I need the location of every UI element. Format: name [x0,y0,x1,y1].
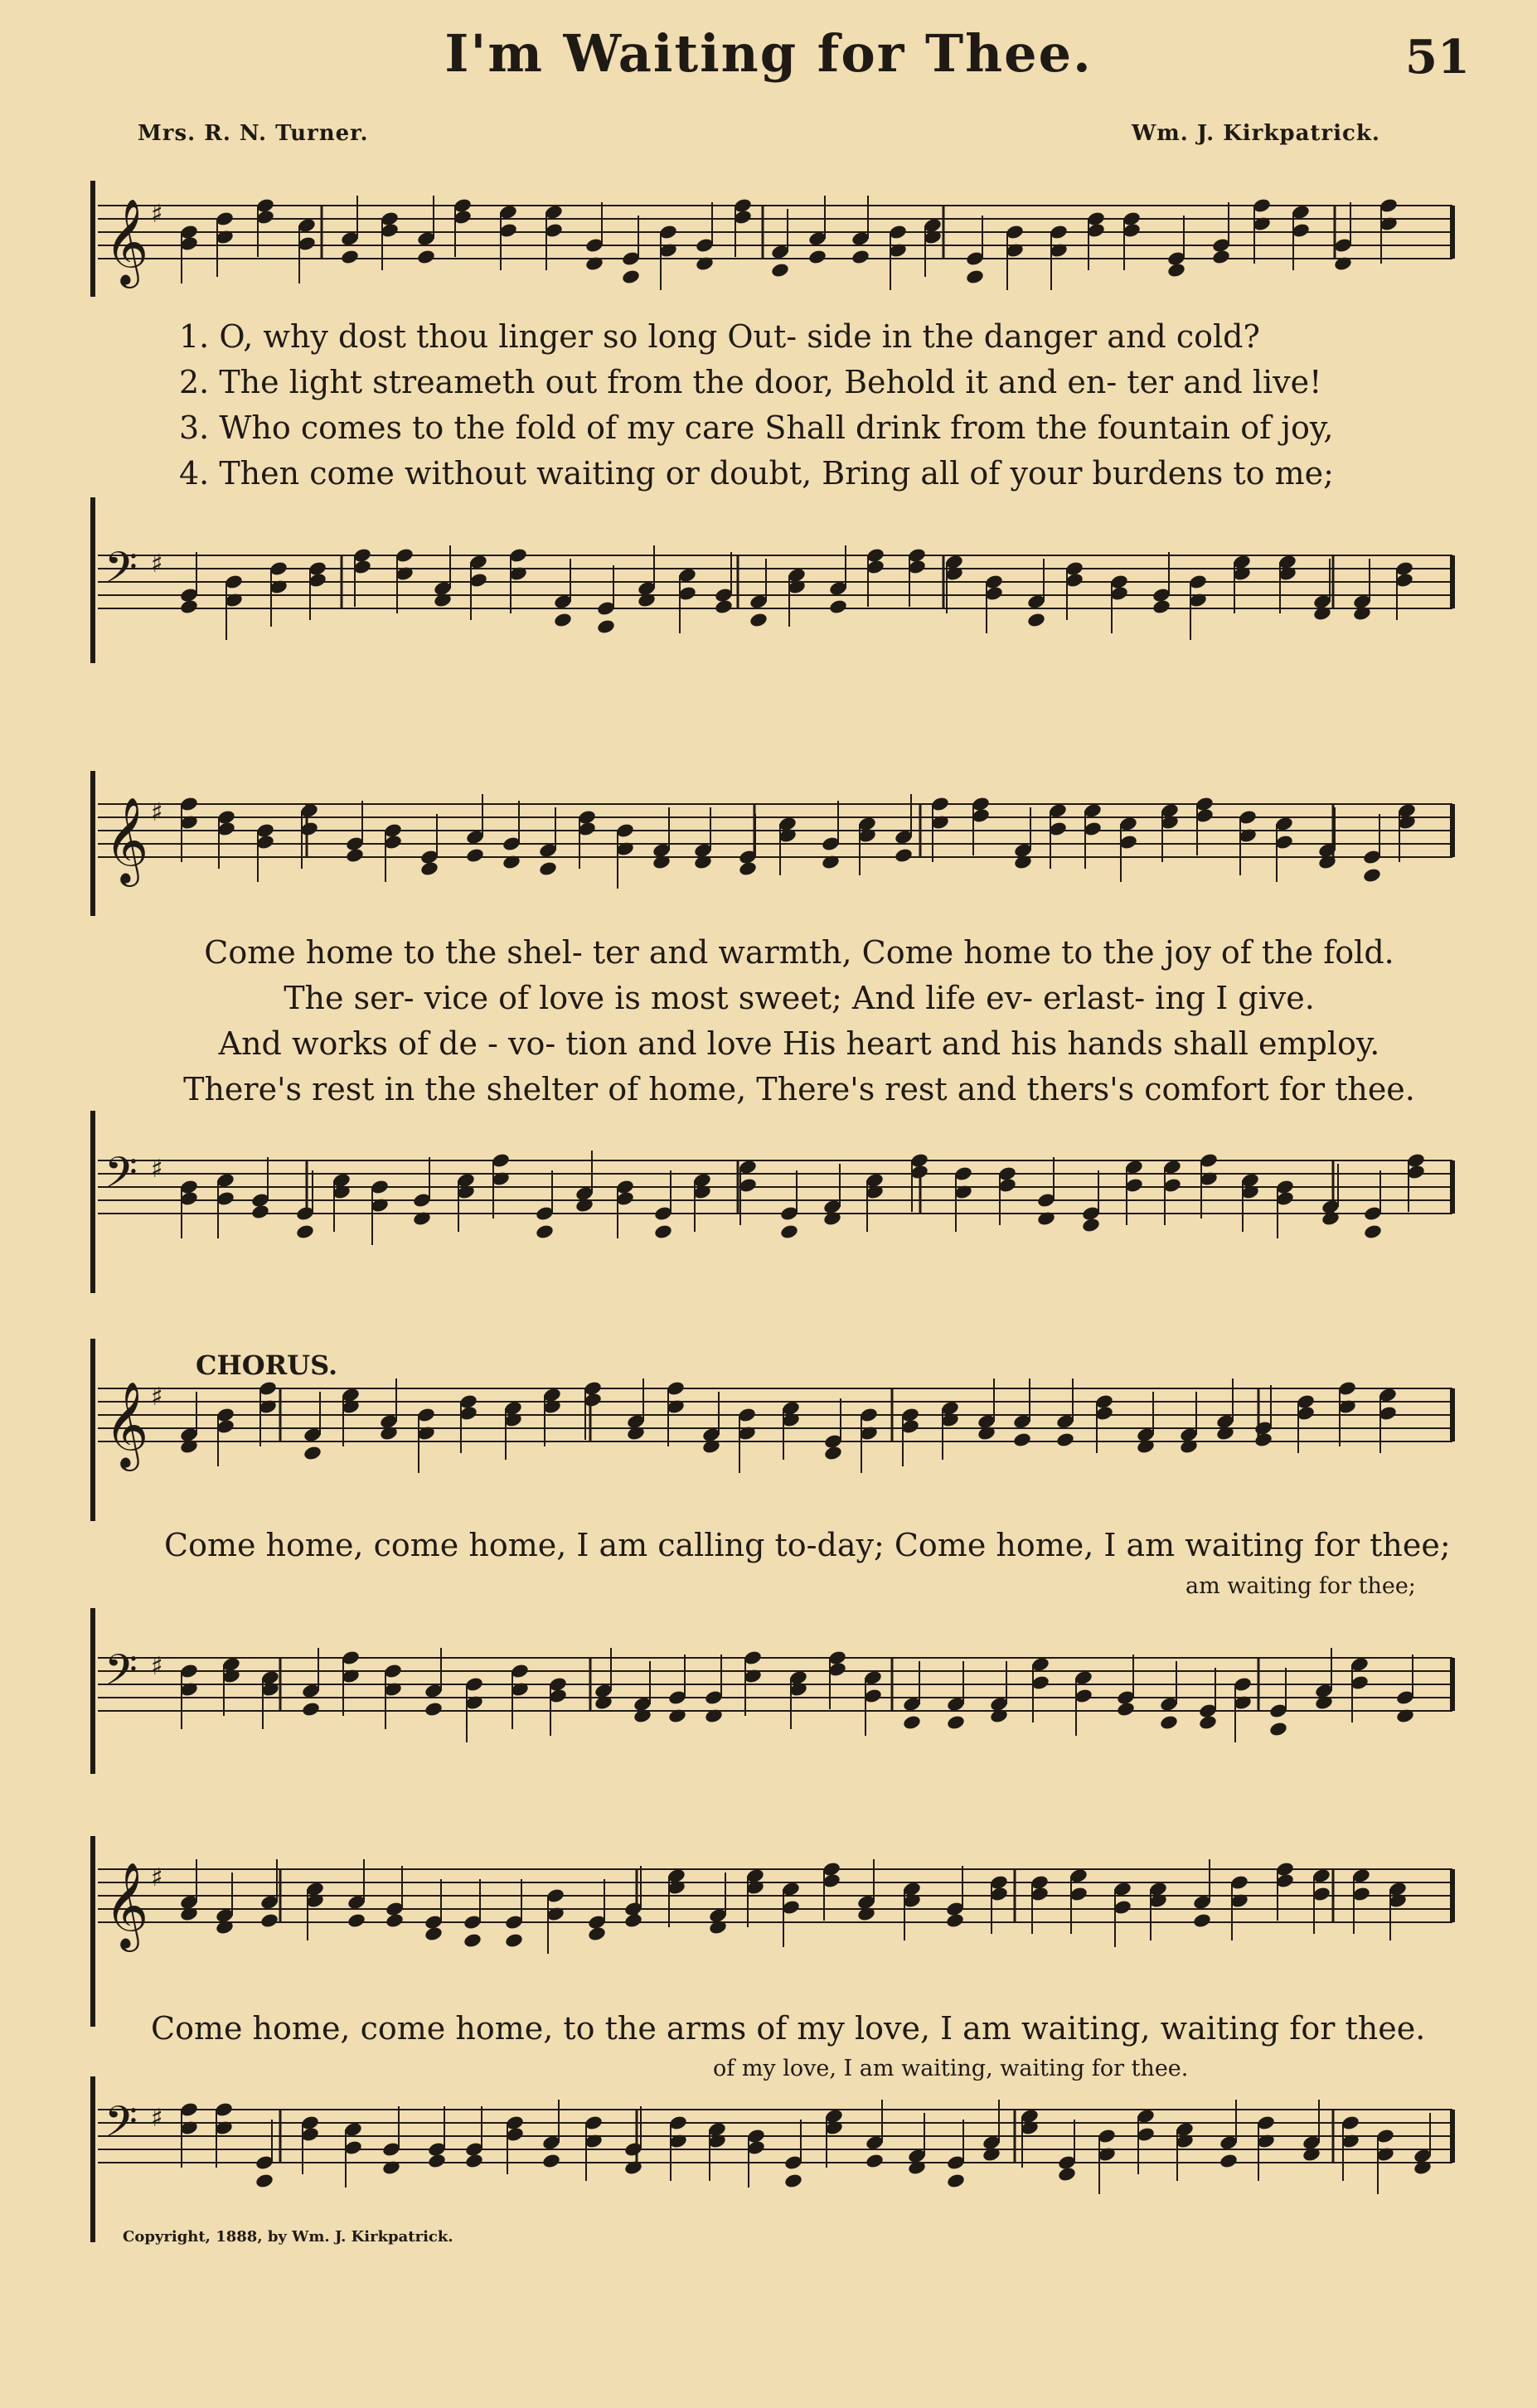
svg-text:♯: ♯ [151,2104,163,2133]
verse-3-line-2: And works of de - vo- tion and love His heart and his hands shall employ. [218,1025,1380,1062]
svg-text:𝄢: 𝄢 [104,542,138,603]
svg-text:♯: ♯ [151,798,163,827]
svg-text:♯: ♯ [151,1383,163,1412]
chorus-echo-1: am waiting for thee; [1185,1573,1416,1599]
svg-text:𝄢: 𝄢 [104,2096,138,2157]
verse-1-line-2: Come home to the shel- ter and warmth, Come home to the joy of the fold. [204,934,1394,971]
svg-text:♯: ♯ [151,200,163,229]
chorus-line-2: Come home, come home, to the arms of my love, I am waiting, waiting for thee. [151,2010,1426,2047]
svg-text:♯: ♯ [151,1652,163,1681]
composer-credit: Wm. J. Kirkpatrick. [1132,121,1380,146]
bass-staff-chorus-1 [0,1608,1537,1774]
svg-text:♯: ♯ [151,550,163,579]
verse-3-line-1: 3. Who comes to the fold of my care Shall drink from the fountain of joy, [179,409,1334,446]
chorus-line-1: Come home, come home, I am calling to-day; Come home, I am waiting for thee; [164,1527,1451,1563]
svg-text:♯: ♯ [151,1155,163,1184]
svg-text:𝄞: 𝄞 [104,198,149,285]
treble-staff-chorus-1 [0,1339,1537,1521]
verse-1-line-1: 1. O, why dost thou linger so long Out- side in the danger and cold? [179,318,1260,355]
svg-text:𝄞: 𝄞 [104,1381,149,1468]
treble-staff-system-1 [0,181,1537,297]
verse-4-line-2: There's rest in the shelter of home, There's rest and thers's comfort for thee. [183,1071,1415,1107]
page-number: 51 [1405,30,1470,85]
bass-staff-chorus-2 [0,2076,1537,2242]
svg-text:𝄞: 𝄞 [104,1862,149,1949]
copyright-notice: Copyright, 1888, by Wm. J. Kirkpatrick. [123,2228,453,2246]
lyricist-credit: Mrs. R. N. Turner. [138,121,369,146]
bass-staff-system-1 [0,497,1537,663]
treble-staff-chorus-2 [0,1836,1537,2027]
verse-2-line-1: 2. The light streameth out from the door, Behold it and en- ter and live! [179,364,1322,400]
bass-staff-system-2 [0,1111,1537,1293]
svg-text:𝄢: 𝄢 [104,1645,138,1705]
verse-2-line-2: The ser- vice of love is most sweet; And life ev- erlast- ing I give. [284,980,1315,1016]
verse-4-line-1: 4. Then come without waiting or doubt, Bring all of your burdens to me; [179,455,1334,492]
chorus-echo-2: of my love, I am waiting, waiting for thee. [713,2056,1189,2081]
hymn-title: I'm Waiting for Thee. [444,23,1093,84]
chorus-label: CHORUS. [196,1349,338,1381]
treble-staff-system-2 [0,771,1537,916]
svg-text:𝄢: 𝄢 [104,1147,138,1208]
svg-text:𝄞: 𝄞 [104,797,149,884]
svg-text:♯: ♯ [151,1863,163,1892]
